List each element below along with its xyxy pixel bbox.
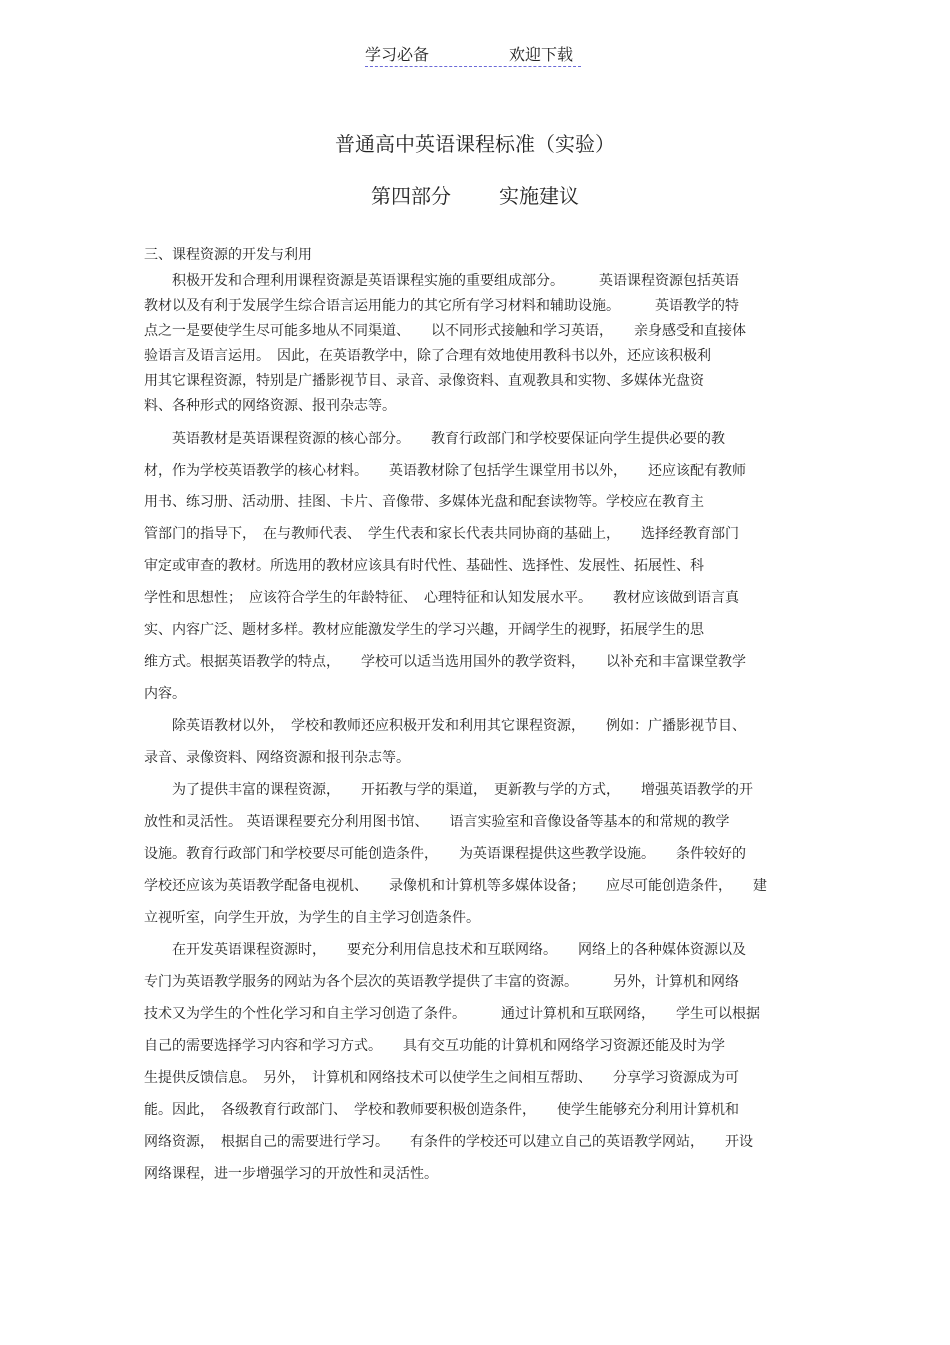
body-text: [144, 0, 814, 1200]
body-line: 用书、练习册、活动册、挂图、卡片、音像带、多媒体光盘和配套读物等。学校应在教育主: [144, 494, 704, 510]
body-line: 审定或审查的教材。所选用的教材应该具有时代性、基础性、选择性、发展性、拓展性、科: [144, 558, 704, 574]
body-line: 用其它课程资源，特别是广播影视节目、录音、录像资料、直观教具和实物、多媒体光盘资: [144, 373, 704, 389]
body-line: 内容。: [144, 686, 186, 702]
body-line: 设施。教育行政部门和学校要尽可能创造条件， 为英语课程提供这些教学设施。 条件较好的: [144, 846, 746, 862]
body-line: 自己的需要选择学习内容和学习方式。 具有交互功能的计算机和网络学习资源还能及时为学: [144, 1038, 725, 1054]
body-line: 教材以及有利于发展学生综合语言运用能力的其它所有学习材料和辅助设施。 英语教学的特: [144, 298, 739, 314]
part-number: 第四部分: [371, 184, 451, 208]
body-line: 专门为英语教学服务的网站为各个层次的英语教学提供了丰富的资源。 另外，计算机和网络: [144, 974, 739, 990]
body-line: 为了提供丰富的课程资源， 开拓教与学的渠道， 更新教与学的方式， 增强英语教学的开: [144, 782, 753, 798]
body-line: 网络课程，进一步增强学习的开放性和灵活性。: [144, 1166, 438, 1182]
body-line: 能。因此， 各级教育行政部门、 学校和教师要积极创造条件， 使学生能够充分利用计算机和: [144, 1102, 739, 1118]
body-line: 积极开发和合理利用课程资源是英语课程实施的重要组成部分。 英语课程资源包括英语: [144, 273, 739, 289]
header-left-text: 学习必备: [365, 45, 430, 64]
body-line: 管部门的指导下， 在与教师代表、 学生代表和家长代表共同协商的基础上， 选择经教育部门: [144, 526, 739, 542]
body-line: 点之一是要使学生尽可能多地从不同渠道、 以不同形式接触和学习英语， 亲身感受和直接体: [144, 323, 746, 339]
body-line: 技术又为学生的个性化学习和自主学习创造了条件。 通过计算机和互联网络， 学生可以根据: [144, 1006, 760, 1022]
body-line: 放性和灵活性。 英语课程要充分利用图书馆、 语言实验室和音像设备等基本的和常规的教学: [144, 814, 730, 830]
body-line: 实、内容广泛、题材多样。教材应能激发学生的学习兴趣，开阔学生的视野，拓展学生的思: [144, 622, 704, 638]
body-line: 除英语教材以外， 学校和教师还应积极开发和利用其它课程资源， 例如：广播影视节目、: [144, 718, 746, 734]
body-line: 立视听室，向学生开放，为学生的自主学习创造条件。: [144, 910, 480, 926]
body-line: 学性和思想性； 应该符合学生的年龄特征、 心理特征和认知发展水平。 教材应该做到语言真: [144, 590, 739, 606]
body-line: 维方式。根据英语教学的特点， 学校可以适当选用国外的教学资料， 以补充和丰富课堂教学: [144, 654, 746, 670]
body-line: 料、各种形式的网络资源、报刊杂志等。: [144, 398, 396, 414]
header-right-text: 欢迎下载: [509, 45, 574, 64]
body-line: 在开发英语课程资源时， 要充分利用信息技术和互联网络。 网络上的各种媒体资源以及: [144, 942, 746, 958]
body-line: 材，作为学校英语教学的核心材料。 英语教材除了包括学生课堂用书以外， 还应该配有教师: [144, 463, 746, 479]
body-line: 学校还应该为英语教学配备电视机、 录像机和计算机等多媒体设备； 应尽可能创造条件， 建: [144, 878, 767, 894]
part-name: 实施建议: [499, 184, 579, 208]
section-heading: 三、课程资源的开发与利用: [144, 247, 312, 263]
document-title: 普通高中英语课程标准（实验）: [335, 132, 615, 156]
body-line: 生提供反馈信息。 另外， 计算机和网络技术可以使学生之间相互帮助、 分享学习资源成为可: [144, 1070, 739, 1086]
body-line: 网络资源， 根据自己的需要进行学习。 有条件的学校还可以建立自己的英语教学网站， 开设: [144, 1134, 753, 1150]
body-line: 英语教材是英语课程资源的核心部分。 教育行政部门和学校要保证向学生提供必要的教: [144, 431, 725, 447]
body-line: 录音、录像资料、网络资源和报刊杂志等。: [144, 750, 410, 766]
body-line: 验语言及语言运用。 因此，在英语教学中，除了合理有效地使用教科书以外，还应该积极利: [144, 348, 711, 364]
